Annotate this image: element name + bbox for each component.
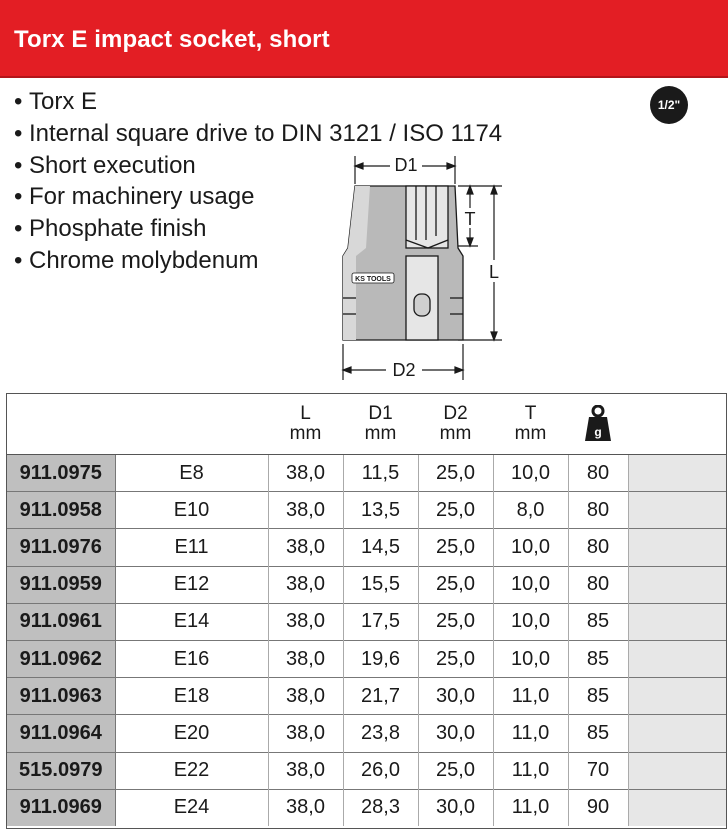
size-cell: E24 [115,789,268,826]
d1-cell: 11,5 [343,455,418,492]
article-number-cell: 911.0959 [7,566,115,603]
blank-cell [628,566,726,603]
length-cell: 38,0 [268,640,343,677]
feature-item: • Phosphate finish [14,215,207,243]
length-cell: 38,0 [268,455,343,492]
length-cell: 38,0 [268,678,343,715]
spec-table [6,393,727,829]
header-bar [0,0,728,78]
table-row [7,678,726,715]
header-blank [628,394,726,455]
size-cell: E12 [115,566,268,603]
table-row [7,455,726,492]
weight-cell: 70 [568,752,628,789]
table-row [7,752,726,789]
dimension-label-d1: D1 [394,155,418,175]
article-number-cell: 911.0964 [7,715,115,752]
blank-cell [628,678,726,715]
table-row [7,603,726,640]
article-number-cell: 911.0969 [7,789,115,826]
size-cell: E16 [115,640,268,677]
t-cell: 11,0 [493,678,568,715]
d2-cell: 25,0 [418,603,493,640]
length-cell: 38,0 [268,566,343,603]
feature-item: • Torx E [14,88,98,115]
header-weight [568,394,628,455]
d1-cell: 17,5 [343,603,418,640]
feature-item: • Chrome molybdenum [14,246,259,274]
blank-cell [628,640,726,677]
feature-item: • Short execution [14,151,196,179]
svg-text:g: g [594,425,602,439]
weight-cell: 80 [568,566,628,603]
size-cell: E8 [115,455,268,492]
d1-cell: 28,3 [343,789,418,826]
table-row [7,566,726,603]
size-cell: E22 [115,752,268,789]
t-cell: 11,0 [493,789,568,826]
length-cell: 38,0 [268,752,343,789]
length-cell: 38,0 [268,715,343,752]
d1-cell: 15,5 [343,566,418,603]
header-size [115,394,268,455]
d2-cell: 25,0 [418,640,493,677]
article-number-cell: 911.0958 [7,492,115,529]
table-row [7,492,726,529]
size-cell: E20 [115,715,268,752]
weight-cell: 85 [568,603,628,640]
blank-cell [628,789,726,826]
table-row [7,640,726,677]
d1-cell: 14,5 [343,529,418,566]
header-l: L mm [268,394,343,455]
d1-cell: 19,6 [343,640,418,677]
t-cell: 11,0 [493,752,568,789]
size-cell: E14 [115,603,268,640]
d2-cell: 25,0 [418,529,493,566]
d2-cell: 30,0 [418,678,493,715]
weight-cell: 85 [568,640,628,677]
weight-cell: 85 [568,715,628,752]
header-d1: D1 mm [343,394,418,455]
weight-cell: 90 [568,789,628,826]
table-row [7,715,726,752]
article-number-cell: 911.0976 [7,529,115,566]
weight-cell: 80 [568,529,628,566]
article-number-cell: 911.0963 [7,678,115,715]
t-cell: 10,0 [493,640,568,677]
table-row [7,789,726,826]
t-cell: 8,0 [493,492,568,529]
size-cell: E10 [115,492,268,529]
d1-cell: 23,8 [343,715,418,752]
feature-item: • For machinery usage [14,183,255,211]
article-number-cell: 911.0962 [7,640,115,677]
size-cell: E18 [115,678,268,715]
t-cell: 10,0 [493,455,568,492]
d2-cell: 25,0 [418,566,493,603]
t-cell: 11,0 [493,715,568,752]
length-cell: 38,0 [268,789,343,826]
d2-cell: 30,0 [418,789,493,826]
header-d2: D2 mm [418,394,493,455]
blank-cell [628,715,726,752]
socket-diagram [330,148,510,380]
brand-logo: KS TOOLS [355,276,391,283]
table-header-row [7,394,726,455]
d2-cell: 30,0 [418,715,493,752]
size-cell: E11 [115,529,268,566]
dimension-label-d2: D2 [392,360,416,380]
t-cell: 10,0 [493,529,568,566]
t-cell: 10,0 [493,603,568,640]
blank-cell [628,492,726,529]
drive-size-badge: 1/2" [650,86,688,124]
article-number-cell: 911.0975 [7,455,115,492]
blank-cell [628,603,726,640]
weight-cell: 80 [568,455,628,492]
feature-item: • Internal square drive to DIN 3121 / ISO 1174 [14,119,503,147]
length-cell: 38,0 [268,603,343,640]
length-cell: 38,0 [268,492,343,529]
dimension-label-l: L [488,262,500,282]
blank-cell [628,752,726,789]
blank-cell [628,529,726,566]
header-code [7,394,115,455]
dimension-label-t: T [464,209,476,229]
blank-cell [628,455,726,492]
d2-cell: 25,0 [418,455,493,492]
t-cell: 10,0 [493,566,568,603]
d2-cell: 25,0 [418,752,493,789]
d1-cell: 21,7 [343,678,418,715]
weight-cell: 80 [568,492,628,529]
page-title: Torx E impact socket, short [14,26,330,53]
weight-cell: 85 [568,678,628,715]
d1-cell: 13,5 [343,492,418,529]
length-cell: 38,0 [268,529,343,566]
article-number-cell: 515.0979 [7,752,115,789]
d1-cell: 26,0 [343,752,418,789]
header-t: T mm [493,394,568,455]
table-row [7,529,726,566]
weight-icon [583,405,613,443]
article-number-cell: 911.0961 [7,603,115,640]
d2-cell: 25,0 [418,492,493,529]
